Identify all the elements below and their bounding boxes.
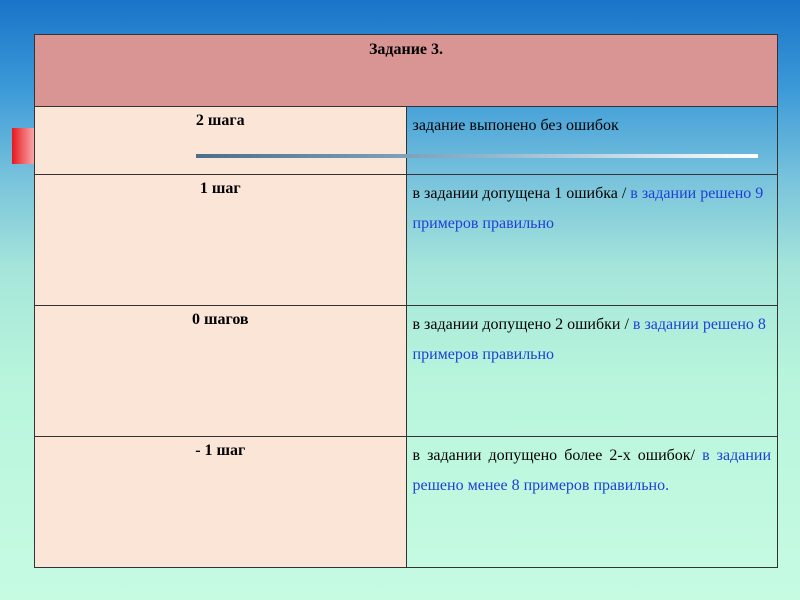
row-label: 0 шагов [35, 306, 407, 437]
scoring-table [34, 34, 778, 568]
row-label: 1 шаг [35, 175, 407, 306]
table-row [35, 107, 778, 175]
table-row [35, 437, 778, 568]
row-description [406, 175, 778, 306]
row-description [406, 306, 778, 437]
decorative-underline [196, 154, 758, 158]
table-header-row [35, 35, 778, 107]
row-label: 2 шага [35, 107, 407, 175]
row-highlight: в задании решено 9 примеров правильно [412, 185, 764, 232]
table-title: Задание 3. [35, 35, 778, 107]
row-description [406, 437, 778, 568]
row-label: - 1 шаг [35, 437, 407, 568]
row-text: в задании допущено 2 ошибки / [412, 316, 633, 333]
table-row [35, 306, 778, 437]
table-row [35, 175, 778, 306]
row-text: в задании допущена 1 ошибка / [412, 185, 631, 202]
row-highlight: в задании решено 8 примеров правильно [412, 316, 766, 363]
row-description [406, 107, 778, 175]
row-text: в задании допущено более 2-х ошибок/ [412, 447, 703, 464]
row-text: задание выпонено без ошибок [412, 117, 619, 134]
row-highlight: в задании решено менее 8 примеров правильно. [412, 447, 772, 494]
red-accent-decoration [12, 128, 36, 164]
